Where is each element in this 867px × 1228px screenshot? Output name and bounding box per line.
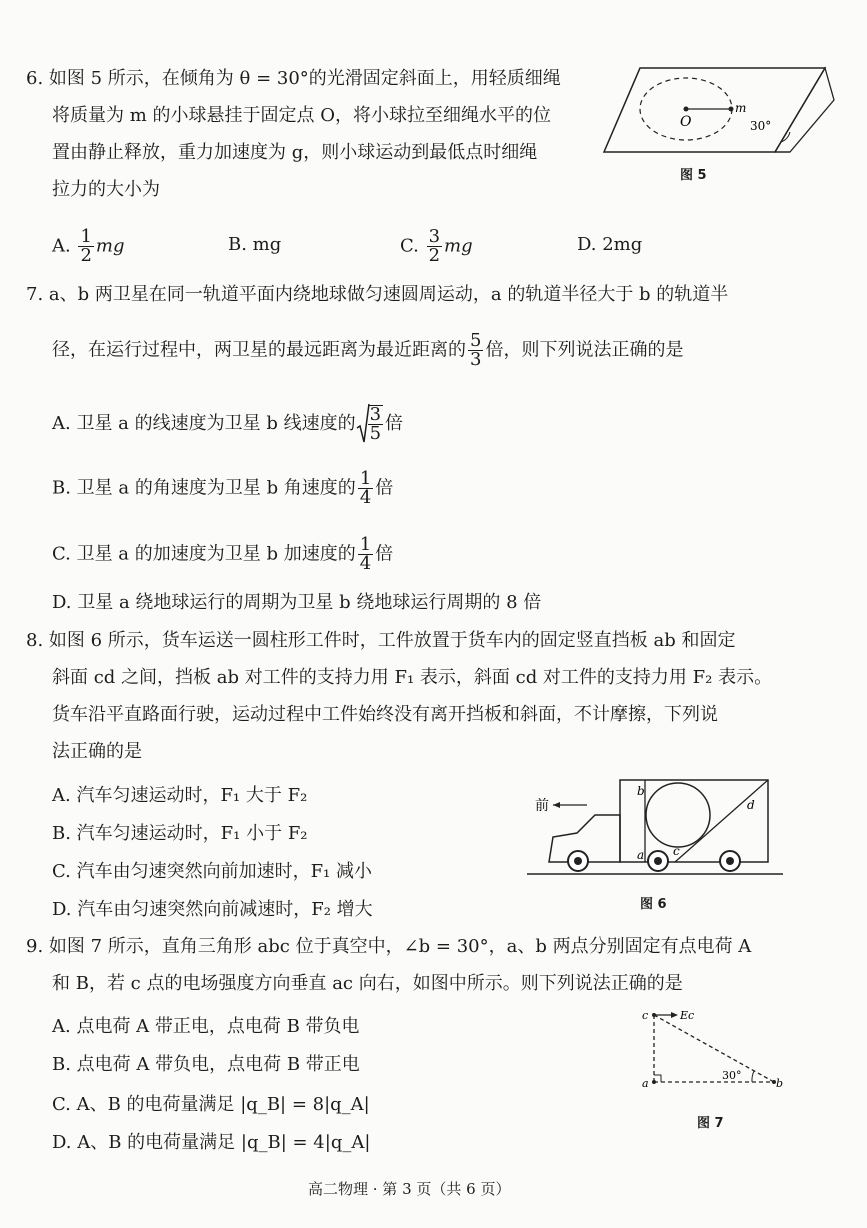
figure-5-caption: 图 5 <box>680 168 707 183</box>
q7-option-c-pre: C. 卫星 a 的加速度为卫星 b 加速度的 <box>52 543 356 565</box>
q7-option-a <box>52 402 403 446</box>
q6-option-c-den: 2 <box>428 245 441 266</box>
q9-line-1: 9. 如图 7 所示，直角三角形 abc 位于真空中，∠b = 30°，a、b 两点分别固定有点电荷 A <box>26 936 752 957</box>
q6-line-2: 将质量为 m 的小球悬挂于固定点 O，将小球拉至细绳水平的位 <box>52 105 551 126</box>
q7-option-b-fraction <box>358 470 373 507</box>
q7-option-a-post: 倍 <box>385 413 404 434</box>
q8-option-b: B. 汽车匀速运动时，F₁ 小于 F₂ <box>52 823 308 844</box>
q9-option-d: D. A、B 的电荷量满足 |q_B| = 4|q_A| <box>52 1132 371 1153</box>
q8-line-1: 8. 如图 6 所示，货车运送一圆柱形工件时，工件放置于货车内的固定竖直挡板 ab 和固定 <box>26 630 736 651</box>
q6-option-a <box>52 228 125 265</box>
q8-line-2: 斜面 cd 之间，挡板 ab 对工件的支持力用 F₁ 表示，斜面 cd 对工件的支持力用 F₂ 表示。 <box>52 667 773 688</box>
figure-6-caption: 图 6 <box>640 897 667 912</box>
q9-line-2: 和 B，若 c 点的电场强度方向垂直 ac 向右，如图中所示。则下列说法正确的是 <box>52 973 683 994</box>
q7-option-c-num: 1 <box>359 534 372 555</box>
q7-option-a-den: 5 <box>369 423 382 444</box>
q7-option-c <box>52 536 393 573</box>
q7-ratio-den: 3 <box>470 349 482 370</box>
q7-option-b-den: 4 <box>359 487 372 508</box>
figure-5-label-m: m <box>735 101 747 115</box>
q8-option-d: D. 汽车由匀速突然向前减速时，F₂ 增大 <box>52 899 373 920</box>
figure-7-label-c: c <box>642 1009 649 1022</box>
q7-line-1: 7. a、b 两卫星在同一轨道平面内绕地球做匀速圆周运动，a 的轨道半径大于 b 的轨道半 <box>26 284 729 305</box>
q6-line-3: 置由静止释放，重力加速度为 g，则小球运动到最低点时细绳 <box>52 142 538 163</box>
q7-option-c-post: 倍 <box>375 543 394 565</box>
figure-6-truck <box>525 775 785 885</box>
q7-option-b-pre: B. 卫星 a 的角速度为卫星 b 角速度的 <box>52 477 356 499</box>
q8-option-a: A. 汽车匀速运动时，F₁ 大于 F₂ <box>52 785 308 806</box>
q7-option-b-post: 倍 <box>375 477 394 499</box>
figure-7-caption: 图 7 <box>697 1116 724 1131</box>
q7-ratio-num: 5 <box>470 330 482 351</box>
figure-5-plane <box>604 68 825 152</box>
q7-line-2-post: 倍，则下列说法正确的是 <box>485 339 684 361</box>
q6-option-c-num: 3 <box>428 226 441 247</box>
page-footer: 高二物理 · 第 3 页（共 6 页） <box>308 1180 511 1198</box>
figure-6-label-d: d <box>747 798 755 812</box>
figure-6-cylinder <box>646 783 710 847</box>
figure-5-side <box>775 68 834 152</box>
q6-option-a-den: 2 <box>80 245 92 266</box>
q7-option-a-num: 3 <box>369 404 382 425</box>
q7-option-d: D. 卫星 a 绕地球运行的周期为卫星 b 绕地球运行周期的 8 倍 <box>52 592 542 613</box>
q6-line-1: 6. 如图 5 所示，在倾角为 θ = 30°的光滑固定斜面上，用轻质细绳 <box>26 68 561 89</box>
q8-option-c: C. 汽车由匀速突然向前加速时，F₁ 减小 <box>52 861 372 882</box>
q9-option-c: C. A、B 的电荷量满足 |q_B| = 8|q_A| <box>52 1094 370 1115</box>
q6-option-a-prefix: A. <box>52 235 71 257</box>
q9-option-a: A. 点电荷 A 带正电，点电荷 B 带负电 <box>52 1016 360 1037</box>
figure-6-incline-cd <box>675 780 768 862</box>
figure-7-triangle <box>630 1005 790 1095</box>
q7-option-c-fraction <box>358 536 373 573</box>
q6-option-d: D. 2mg <box>577 234 643 255</box>
figure-7-label-a: a <box>642 1077 649 1090</box>
q7-ratio-fraction <box>468 332 483 369</box>
q7-line-2-pre: 径，在运行过程中，两卫星的最远距离为最近距离的 <box>52 339 466 361</box>
figure-5-ball <box>729 107 734 112</box>
figure-5-incline <box>600 60 840 160</box>
q7-option-c-den: 4 <box>359 553 372 574</box>
figure-7-label-b: b <box>776 1077 784 1090</box>
q6-option-a-suffix: mg <box>95 235 125 257</box>
q7-line-2 <box>52 332 683 369</box>
q7-option-b <box>52 470 393 507</box>
q8-line-3: 货车沿平直路面行驶，运动过程中工件始终没有离开挡板和斜面，不计摩擦，下列说 <box>52 704 718 725</box>
q7-option-a-pre: A. 卫星 a 的线速度为卫星 b 线速度的 <box>52 413 356 434</box>
figure-7-side-bc <box>654 1015 774 1082</box>
figure-6-label-a: a <box>637 848 645 862</box>
figure-7-angle-label: 30° <box>722 1069 742 1082</box>
q7-option-b-num: 1 <box>359 468 372 489</box>
figure-5-angle-label: 30° <box>750 119 772 133</box>
figure-5-label-o: O <box>680 114 692 130</box>
figure-6-label-front: 前 <box>535 798 549 814</box>
q7-option-a-fraction <box>368 405 383 443</box>
q9-option-b: B. 点电荷 A 带负电，点电荷 B 带正电 <box>52 1054 360 1075</box>
q6-option-c-suffix: mg <box>444 235 473 257</box>
q6-option-b: B. mg <box>228 234 282 255</box>
q6-option-c-fraction <box>427 228 442 265</box>
figure-6-label-b: b <box>637 784 645 798</box>
q6-option-a-num: 1 <box>80 226 92 247</box>
q8-line-4: 法正确的是 <box>52 741 142 762</box>
q6-option-c <box>400 228 473 265</box>
figure-7-label-ec: Eс <box>680 1009 695 1022</box>
figure-6-label-c: c <box>673 844 680 858</box>
q6-line-4: 拉力的大小为 <box>52 179 160 200</box>
q6-option-c-prefix: C. <box>400 235 419 257</box>
q6-option-a-fraction <box>78 228 93 265</box>
